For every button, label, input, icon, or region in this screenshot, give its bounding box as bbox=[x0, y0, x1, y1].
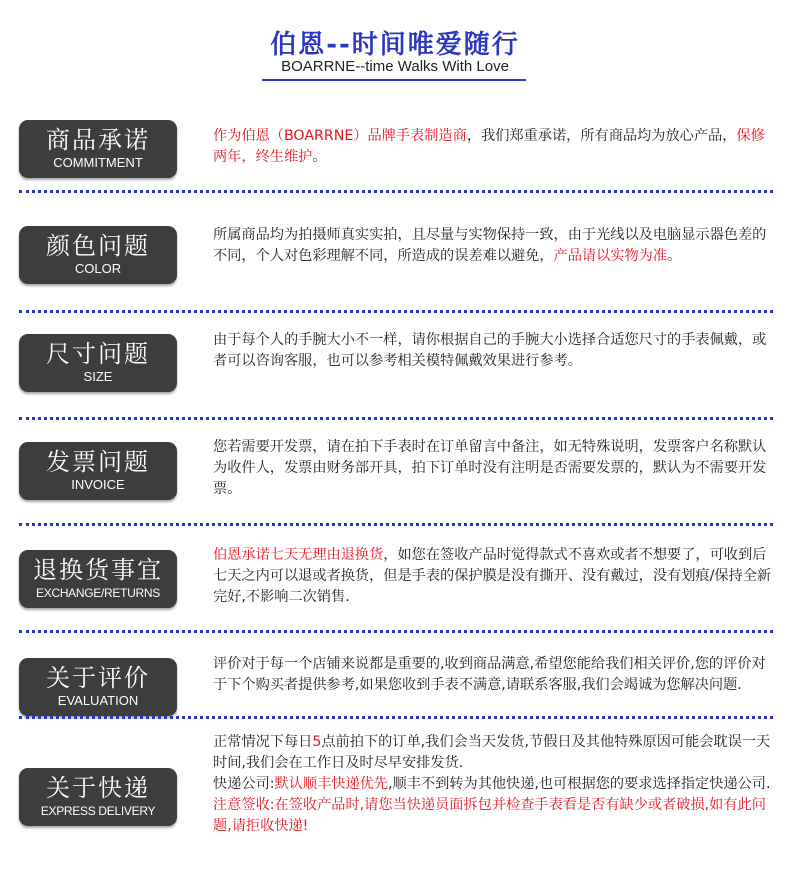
body-text: 点前拍下的订单,我们会当天发货,节假日及其他特殊原因可能会耽误一天时间,我们会在工作日及时尽早安排发货. bbox=[213, 734, 771, 771]
express-delivery-text bbox=[213, 732, 775, 837]
body-text: 您若需要开发票，请在拍下手表时在订单留言中备注，如无特殊说明，发票客户名称默认为收件人，发票由财务部开具，拍下订单时没有注明是否需要发票的，默认为不需要开发票。 bbox=[213, 439, 767, 497]
section-divider bbox=[19, 417, 773, 420]
courier-paragraph bbox=[213, 774, 775, 795]
body-text: ，如您在签收产品时觉得款式不喜欢或者不想要了，可收到后七天之内可以退或者换货，但是手表的保护膜是没有撕开、没有戴过，没有划痕/保持全新完好,不影响二次销售. bbox=[213, 547, 772, 605]
color-badge bbox=[19, 226, 177, 284]
section-divider bbox=[19, 310, 773, 313]
badge-title-en: COMMITMENT bbox=[53, 155, 143, 170]
section-divider bbox=[19, 716, 773, 719]
badge-title-cn: 尺寸问题 bbox=[46, 340, 150, 368]
invoice-text bbox=[213, 437, 775, 500]
body-text: ，我们郑重承诺，所有商品均为放心产品， bbox=[466, 128, 737, 144]
body-text: 由于每个人的手腕大小不一样，请你根据自己的手腕大小选择合适您尺寸的手表佩戴，或者可以咨询客服，也可以参考相关模特佩戴效果进行参考。 bbox=[213, 332, 767, 369]
express-delivery-badge bbox=[19, 768, 177, 826]
highlight-text: 默认顺丰快递优先 bbox=[274, 776, 389, 792]
subtitle-underline bbox=[262, 79, 526, 81]
section-divider bbox=[19, 523, 773, 526]
color-text bbox=[213, 225, 775, 267]
badge-title-en: EVALUATION bbox=[57, 693, 139, 708]
evaluation-badge bbox=[19, 658, 177, 716]
page-subtitle: BOARRNE--time Walks With Love bbox=[281, 58, 509, 75]
exchange-returns-text bbox=[213, 545, 775, 608]
body-text: 。 bbox=[312, 149, 327, 165]
badge-title-en: EXPRESS DELIVERY bbox=[40, 804, 156, 818]
invoice-badge bbox=[19, 442, 177, 500]
badge-title-en: COLOR bbox=[74, 261, 122, 276]
badge-title-cn: 关于评价 bbox=[46, 664, 150, 692]
highlight-text: 作为伯恩（BOARRNE）品牌手表制造商 bbox=[213, 128, 467, 144]
section-divider bbox=[19, 190, 773, 193]
highlight-text: 产品请以实物为准 bbox=[553, 248, 668, 264]
badge-title-en: SIZE bbox=[83, 369, 113, 384]
badge-title-en: EXCHANGE/RETURNS bbox=[36, 586, 160, 600]
commitment-text bbox=[213, 126, 775, 168]
size-badge bbox=[19, 334, 177, 392]
badge-title-en: INVOICE bbox=[71, 477, 125, 492]
page-title: 伯恩--时间唯爱随行 bbox=[270, 30, 520, 60]
evaluation-text bbox=[213, 654, 775, 696]
highlight-text: 5 bbox=[312, 734, 322, 750]
body-text: 。 bbox=[667, 248, 682, 264]
size-text bbox=[213, 330, 775, 372]
body-text: 所属商品均为拍摄师真实实拍，且尽量与实物保持一致，由于光线以及电脑显示器色差的不同，个人对色彩理解不同，所造成的误差难以避免， bbox=[213, 227, 767, 264]
body-text: 快递公司: bbox=[213, 776, 275, 792]
highlight-text: 保修两年，终生维护 bbox=[213, 128, 765, 165]
body-text: ,顺丰不到转为其他快递,也可根据您的要求选择指定快递公司. bbox=[388, 776, 771, 792]
badge-title-cn: 发票问题 bbox=[46, 448, 150, 476]
delivery-paragraph bbox=[213, 732, 775, 774]
body-text: 评价对于每一个店铺来说都是重要的,收到商品满意,希望您能给我们相关评价,您的评价对于下个购买者提供参考,如果您收到手表不满意,请联系客服,我们会竭诚为您解决问题. bbox=[213, 656, 766, 693]
section-divider bbox=[19, 630, 773, 633]
body-text: 正常情况下每日 bbox=[213, 734, 313, 750]
signing-notice bbox=[213, 795, 775, 837]
badge-title-cn: 商品承诺 bbox=[46, 126, 150, 154]
badge-title-cn: 关于快递 bbox=[46, 774, 150, 802]
badge-title-cn: 退换货事宜 bbox=[33, 556, 163, 584]
highlight-text: 伯恩承诺七天无理由退换货 bbox=[213, 547, 384, 563]
badge-title-cn: 颜色问题 bbox=[46, 232, 150, 260]
highlight-text: 注意签收:在签收产品时,请您当快递员面拆包并检查手表看是否有缺少或者破损,如有此问题,请拒收快递! bbox=[213, 797, 766, 834]
exchange-returns-badge bbox=[19, 550, 177, 608]
commitment-badge bbox=[19, 120, 177, 178]
